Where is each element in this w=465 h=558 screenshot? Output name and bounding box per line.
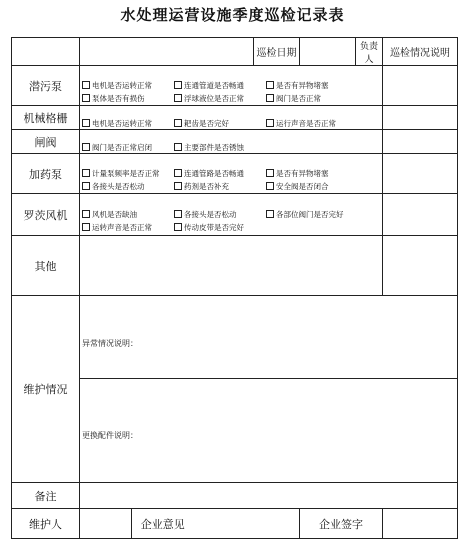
check-item[interactable]: 计量泵频率是否正常 [82, 167, 160, 180]
check-item[interactable]: 阀门是否正常启闭 [82, 141, 152, 154]
date-field[interactable] [300, 38, 356, 66]
check-item[interactable]: 运行声音是否正常 [266, 117, 336, 130]
roots-blower-checklist [80, 194, 383, 236]
screen-notes[interactable] [383, 106, 458, 130]
check-item[interactable]: 运转声音是否正常 [82, 221, 152, 234]
screen-row [12, 106, 458, 130]
maintainer-field[interactable] [80, 509, 132, 539]
checkbox-icon [82, 143, 90, 151]
checkbox-icon [82, 119, 90, 127]
notes-label: 巡检情况说明 [383, 38, 458, 66]
check-item[interactable]: 药剂是否补充 [174, 180, 229, 193]
check-item[interactable]: 浮球液位是否正常 [174, 92, 244, 105]
check-item[interactable]: 各接头是否松动 [82, 180, 145, 193]
valve-notes[interactable] [383, 130, 458, 154]
check-item[interactable]: 阀门是否正常 [266, 92, 321, 105]
check-item[interactable]: 电机是否运转正常 [82, 79, 152, 92]
maintainer-label: 维护人 [12, 509, 80, 539]
checkbox-icon [266, 94, 274, 102]
checkbox-icon [174, 223, 182, 231]
dosing-pump-label: 加药泵 [12, 154, 80, 194]
other-field[interactable] [80, 236, 383, 296]
valve-label: 闸阀 [12, 130, 80, 154]
check-item[interactable]: 是否有异物堵塞 [266, 79, 329, 92]
checkbox-icon [266, 182, 274, 190]
roots-blower-notes[interactable] [383, 194, 458, 236]
check-item[interactable]: 传动皮带是否完好 [174, 221, 244, 234]
checkbox-icon [82, 94, 90, 102]
remarks-field[interactable] [80, 483, 458, 509]
date-label: 巡检日期 [254, 38, 300, 66]
company-opinion-field[interactable] [194, 509, 300, 539]
other-row [12, 236, 458, 296]
maintenance-label: 维护情况 [12, 296, 80, 483]
check-item[interactable]: 主要部件是否锈蚀 [174, 141, 244, 154]
header-row [12, 38, 458, 66]
company-opinion-label: 企业意见 [132, 509, 194, 539]
check-item[interactable]: 是否有异物堵塞 [266, 167, 329, 180]
blank-header-cell [12, 38, 80, 66]
dosing-pump-notes[interactable] [383, 154, 458, 194]
other-label: 其他 [12, 236, 80, 296]
form-title: 水处理运营设施季度巡检记录表 [120, 6, 345, 24]
checkbox-icon [266, 119, 274, 127]
check-item[interactable]: 电机是否运转正常 [82, 117, 152, 130]
valve-row [12, 130, 458, 154]
check-item[interactable]: 各部位阀门是否完好 [266, 208, 344, 221]
sewage-pump-checklist [80, 66, 383, 106]
sewage-pump-notes[interactable] [383, 66, 458, 106]
check-item[interactable]: 泵体是否有损伤 [82, 92, 145, 105]
dosing-pump-row [12, 154, 458, 194]
check-item[interactable]: 连通管路是否畅通 [174, 167, 244, 180]
abnormal-label: 异常情况说明： [82, 338, 138, 348]
company-signature-label: 企业签字 [300, 509, 383, 539]
maintenance-abnormal-row [12, 296, 458, 379]
roots-blower-row [12, 194, 458, 236]
valve-checklist [80, 130, 383, 154]
remarks-label: 备注 [12, 483, 80, 509]
checkbox-icon [82, 182, 90, 190]
checkbox-icon [174, 94, 182, 102]
other-notes[interactable] [383, 236, 458, 296]
parts-label: 更换配件说明： [82, 431, 138, 440]
dosing-pump-checklist [80, 154, 383, 194]
sewage-pump-label: 潜污泵 [12, 66, 80, 106]
check-item[interactable]: 耙齿是否完好 [174, 117, 229, 130]
check-item[interactable]: 连通管道是否畅通 [174, 79, 244, 92]
person-label: 负责人 [356, 38, 383, 66]
remarks-row [12, 483, 458, 509]
abnormal-field[interactable] [80, 296, 458, 379]
company-signature-field[interactable] [383, 509, 458, 539]
checkbox-icon [174, 182, 182, 190]
check-item[interactable]: 安全阀是否闭合 [266, 180, 329, 193]
checkbox-icon [174, 119, 182, 127]
roots-blower-label: 罗茨风机 [12, 194, 80, 236]
blank-header-span [80, 38, 254, 66]
inspection-form-table [11, 37, 458, 539]
sewage-pump-row [12, 66, 458, 106]
checkbox-icon [82, 223, 90, 231]
checkbox-icon [174, 143, 182, 151]
screen-label: 机械格栅 [12, 106, 80, 130]
check-item[interactable]: 各接头是否松动 [174, 208, 237, 221]
checkbox-icon [266, 210, 274, 218]
maintainer-row [12, 509, 458, 539]
parts-field[interactable] [80, 379, 458, 483]
check-item[interactable]: 风机是否缺油 [82, 208, 137, 221]
screen-checklist [80, 106, 383, 130]
